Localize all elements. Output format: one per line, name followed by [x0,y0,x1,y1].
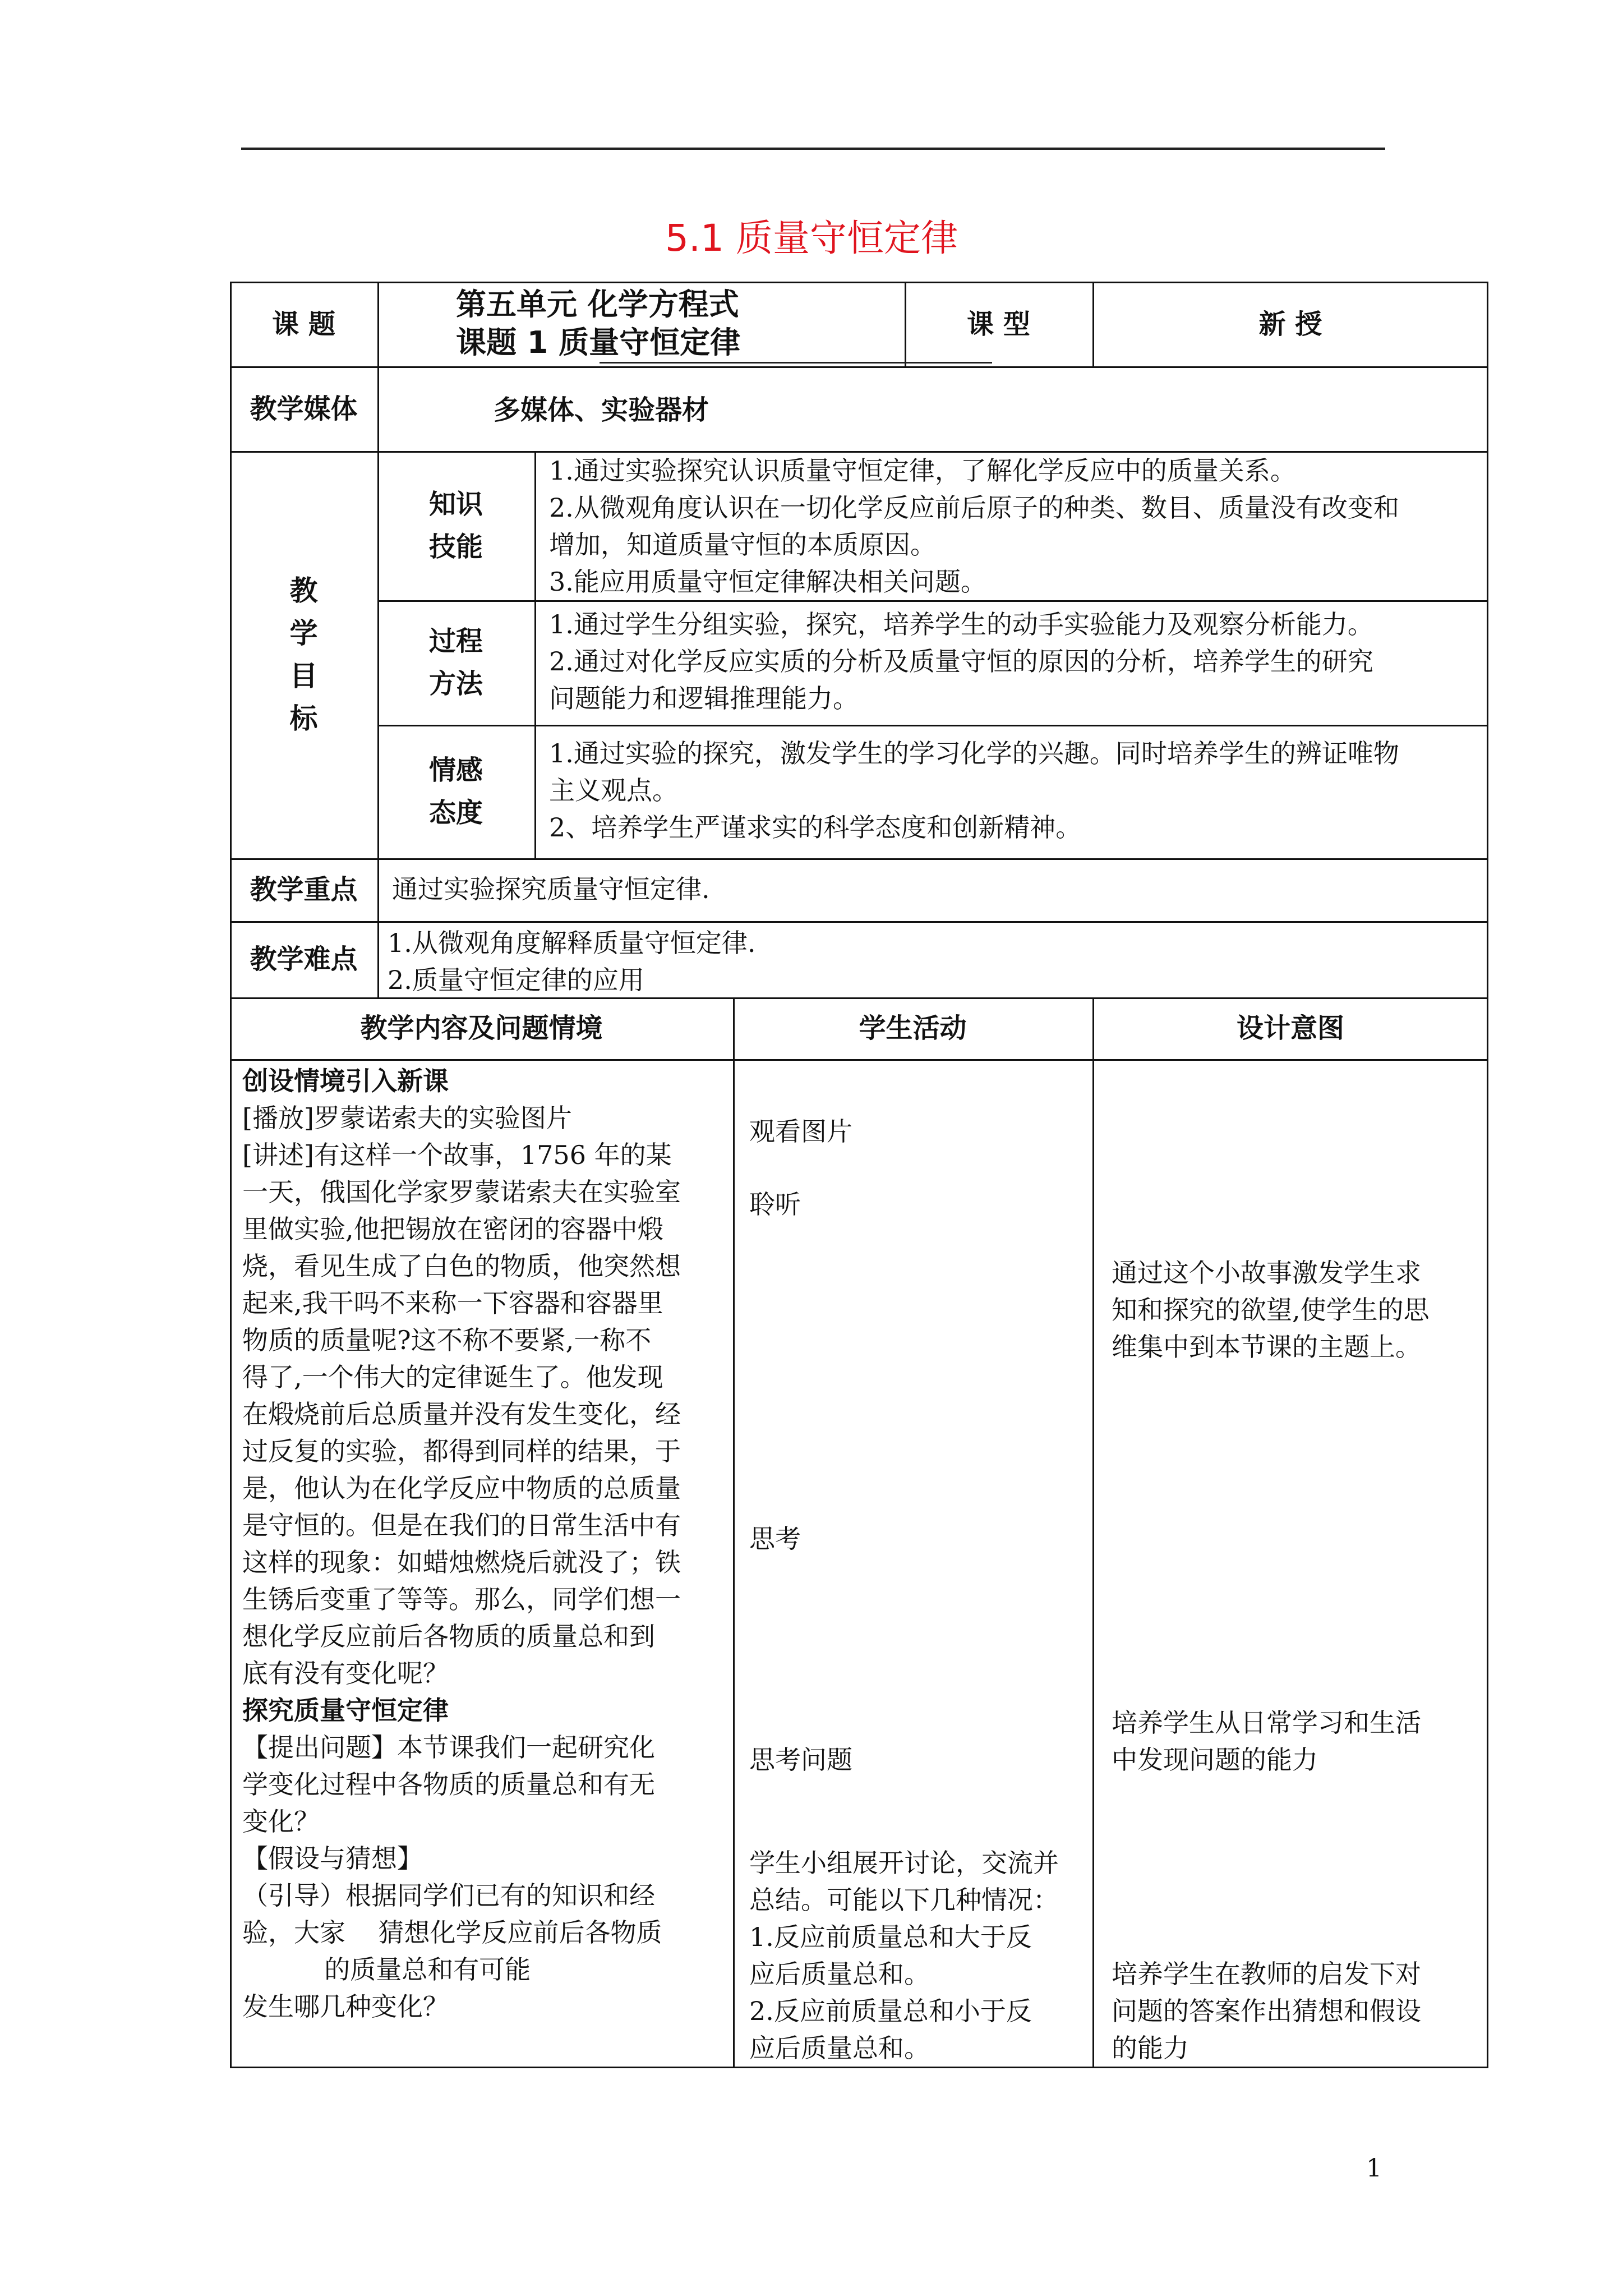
content-line: 的质量总和有可能 [242,1954,531,1985]
difficulty-line: 2.质量守恒定律的应用 [388,965,644,995]
content-line: 想化学反应前后各物质的质量总和到 [242,1621,655,1651]
activity-line: 应后质量总和。 [749,1959,930,1989]
activity-think: 思考 [749,1524,801,1554]
section-heading: 探究质量守恒定律 [242,1695,449,1726]
difficulty-label: 教学难点 [250,944,358,975]
intent-line: 培养学生从日常学习和生活 [1112,1708,1421,1738]
activity-line: 1.反应前质量总和大于反 [749,1922,1032,1952]
key-point-value: 通过实验探究质量守恒定律. [392,874,710,904]
section-heading: 创设情境引入新课 [242,1066,449,1096]
activity-header: 学生活动 [859,1013,967,1044]
process-label: 过程 方法 [428,625,483,700]
content-line: 【假设与猜想】 [242,1843,423,1874]
topic-line-1: 第五单元 化学方程式 [456,287,739,322]
content-line: 物质的质量呢?这不称不要紧,一称不 [242,1325,652,1355]
intent-1 [1112,1254,1482,1365]
activity-line: 总结。可能以下几种情况： [749,1885,1059,1915]
intent-line: 培养学生在教师的启发下对 [1112,1959,1421,1989]
intent-line: 中发现问题的能力 [1112,1745,1318,1775]
intent-line: 知和探究的欲望,使学生的思 [1112,1295,1430,1325]
objective-line: 1.通过实验探究认识质量守恒定律，了解化学反应中的质量关系。 [549,455,1296,486]
content-line: 是，他认为在化学反应中物质的总质量 [242,1473,681,1503]
objective-line: 1.通过实验的探究，激发学生的学习化学的兴趣。同时培养学生的辨证唯物 [549,738,1399,769]
activity-line: 2.反应前质量总和小于反 [749,1996,1032,2026]
content-line: 这样的现象：如蜡烛燃烧后就没了；铁 [242,1547,681,1577]
header-rule [241,148,1385,150]
content-line: 底有没有变化呢？ [242,1658,449,1688]
col-divider [1092,997,1094,2067]
knowledge-label: 知识 技能 [428,489,483,563]
type-label: 课 型 [967,308,1030,340]
objective-line: 1.通过学生分组实验，探究，培养学生的动手实验能力及观察分析能力。 [549,609,1373,639]
objective-line: 问题能力和逻辑推理能力。 [549,683,859,714]
intent-header: 设计意图 [1236,1013,1344,1044]
page-number: 1 [1366,2154,1382,2183]
type-value: 新 授 [1258,308,1322,340]
topic-label: 课 题 [272,308,335,340]
content-line: [讲述]有这样一个故事，1756 年的某 [242,1140,672,1170]
lesson-plan-table [230,282,1488,2068]
row-divider [230,366,1488,368]
activity-line: 学生小组展开讨论，交流并 [749,1848,1059,1878]
emotion-objectives [534,735,1487,846]
content-line: 变化？ [242,1806,320,1837]
table-border-right [1487,282,1488,2068]
intent-line: 维集中到本节课的主题上。 [1112,1332,1421,1362]
content-header: 教学内容及问题情境 [360,1013,603,1044]
content-line: 得了,一个伟大的定律诞生了。他发现 [242,1362,663,1392]
objective-line: 增加，知道质量守恒的本质原因。 [549,530,936,560]
difficulty-line: 1.从微观角度解释质量守恒定律. [388,928,756,958]
content-line: 一天，俄国化学家罗蒙诺索夫在实验室 [242,1177,681,1207]
objective-line: 2、培养学生严谨求实的科学态度和创新精神。 [549,812,1082,843]
activity-listen: 聆听 [749,1189,801,1220]
col-divider [733,997,735,2067]
knowledge-objectives [534,452,1487,600]
difficulty-value [377,924,756,999]
activity-discuss [749,1844,1089,2067]
row-divider [377,725,1488,726]
content-line: 发生哪几种变化？ [242,1991,449,2022]
row-divider [230,1059,1488,1061]
objectives-label: 教 学 目 标 [289,574,318,735]
page-title: 5.1 质量守恒定律 [665,217,958,260]
content-line: 是守恒的。但是在我们的日常生活中有 [242,1510,681,1540]
content-line: 里做实验,他把锡放在密闭的容器中煅 [242,1214,663,1244]
intent-line: 通过这个小故事激发学生求 [1112,1258,1421,1288]
intent-line: 问题的答案作出猜想和假设 [1112,1996,1421,2026]
objective-line: 2.通过对化学反应实质的分析及质量守恒的原因的分析，培养学生的研究 [549,646,1373,677]
emotion-label: 情感 态度 [428,754,483,829]
intent-line: 的能力 [1112,2033,1189,2063]
activity-watch: 观看图片 [749,1116,852,1147]
content-line: 在煅烧前后总质量并没有发生变化，经 [242,1399,681,1429]
content-line: 过反复的实验，都得到同样的结果，于 [242,1436,681,1466]
content-line: 生锈后变重了等等。那么，同学们想一 [242,1584,681,1614]
intent-2 [1112,1704,1482,1778]
activity-think-question: 思考问题 [749,1745,852,1775]
objective-line: 2.从微观角度认识在一切化学反应前后原子的种类、数目、质量没有改变和 [549,493,1399,523]
row-divider [230,921,1488,923]
activity-line: 应后质量总和。 [749,2033,930,2063]
teaching-content [242,1062,730,2025]
topic-line-2: 课题 1 质量守恒定律 [456,325,741,360]
content-line: 【提出问题】本节课我们一起研究化 [242,1732,655,1763]
row-divider [230,858,1488,860]
content-line: 验，大家 猜想化学反应前后各物质 [242,1917,662,1948]
content-line: （引导）根据同学们已有的知识和经 [242,1880,655,1911]
row-divider [377,600,1488,602]
content-line: [播放]罗蒙诺索夫的实验图片 [242,1103,572,1133]
media-label: 教学媒体 [250,393,358,425]
content-line: 起来,我干吗不来称一下容器和容器里 [242,1288,663,1318]
objective-line: 3.能应用质量守恒定律解决相关问题。 [549,567,986,597]
key-point-label: 教学重点 [250,874,358,905]
objective-line: 主义观点。 [549,775,678,806]
content-line: 学变化过程中各物质的质量总和有无 [242,1769,655,1800]
media-value: 多媒体、实验器材 [494,394,709,426]
topic-value [377,282,905,366]
table-border-bottom [230,2067,1488,2068]
intent-3 [1112,1955,1482,2067]
process-objectives [534,606,1487,717]
content-line: 烧，看见生成了白色的物质，他突然想 [242,1251,681,1281]
